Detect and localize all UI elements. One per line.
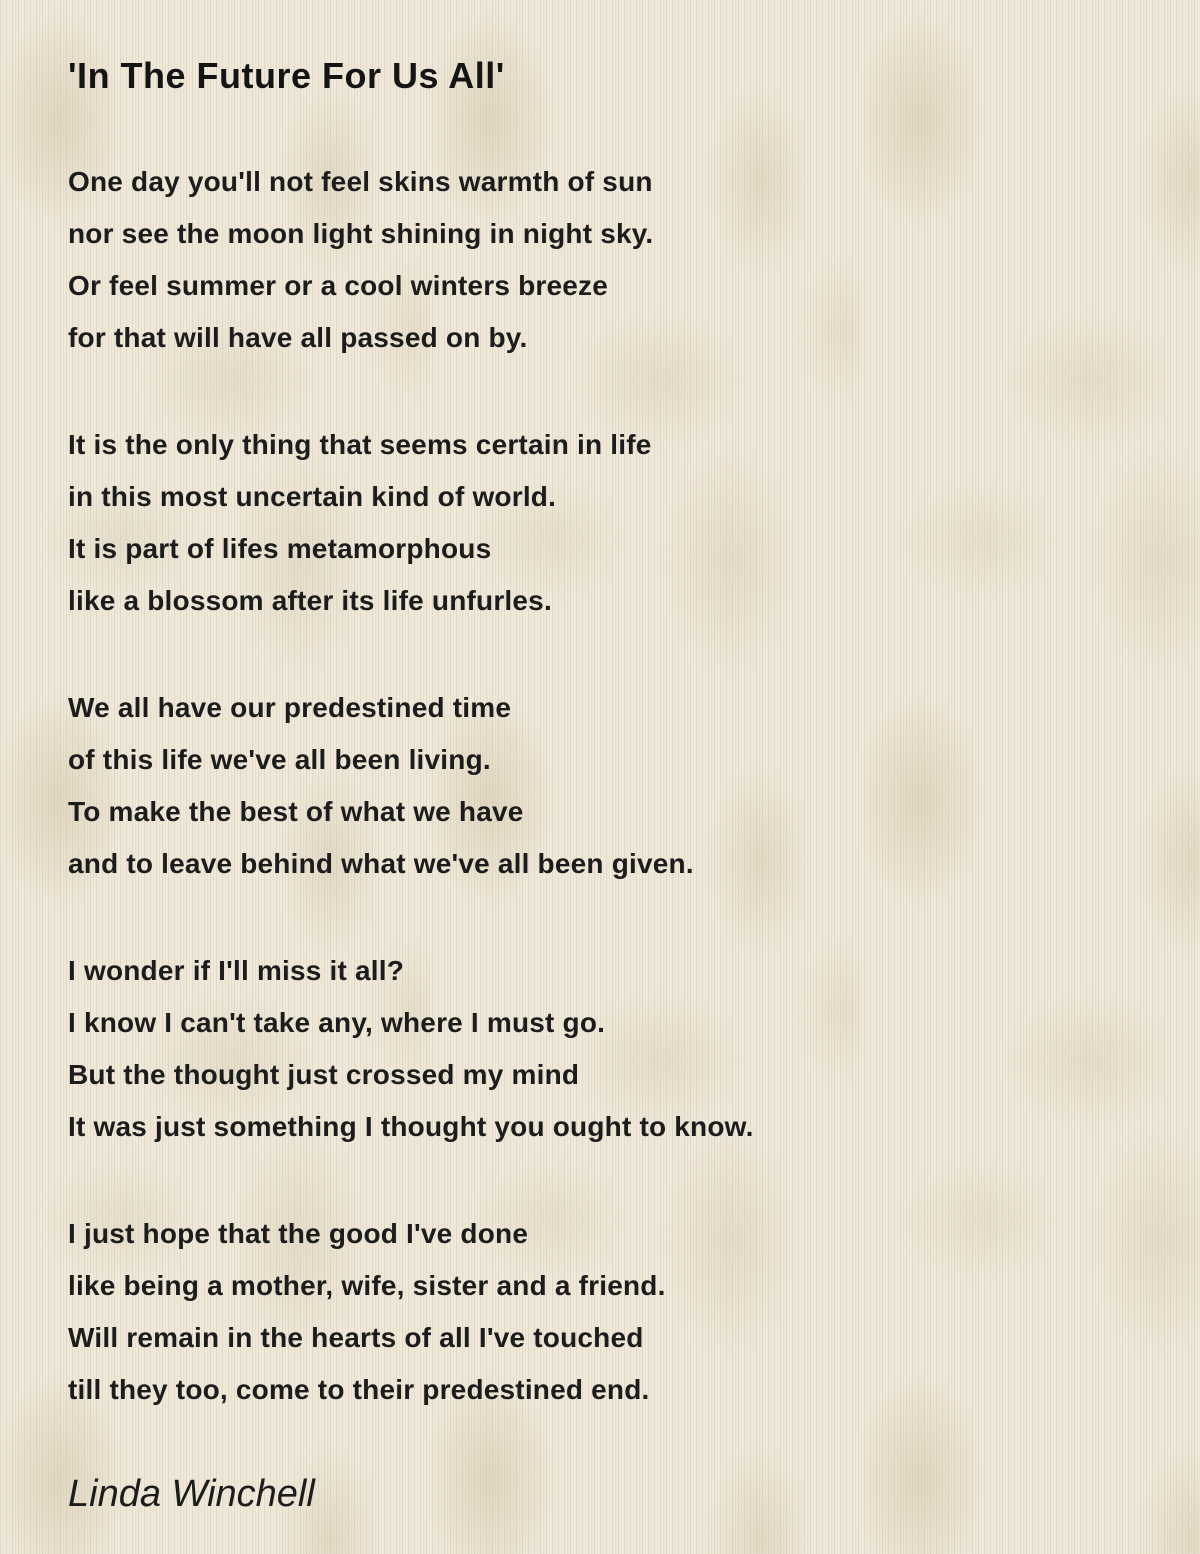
stanza-5: [68, 1208, 1140, 1416]
poem-line: like a blossom after its life unfurles.: [68, 585, 552, 616]
poem-line: I just hope that the good I've done: [68, 1218, 529, 1249]
poem-line: To make the best of what we have: [68, 796, 524, 827]
poem-line: Will remain in the hearts of all I've touched: [68, 1322, 644, 1353]
poem-line: But the thought just crossed my mind: [68, 1059, 580, 1090]
poem-line: for that will have all passed on by.: [68, 322, 528, 353]
stanza-4: [68, 945, 1140, 1153]
poem-line: till they too, come to their predestined end.: [68, 1374, 650, 1405]
stanza-2: [68, 419, 1140, 627]
poem-line: It is part of lifes metamorphous: [68, 533, 492, 564]
poem-line: We all have our predestined time: [68, 692, 512, 723]
poem-line: I wonder if I'll miss it all?: [68, 955, 405, 986]
poem-line: and to leave behind what we've all been given.: [68, 848, 694, 879]
poem-line: of this life we've all been living.: [68, 744, 491, 775]
stanza-3: [68, 682, 1140, 890]
poem-line: It is the only thing that seems certain in life: [68, 429, 652, 460]
poem-line: It was just something I thought you ought to know.: [68, 1111, 754, 1142]
stanza-1: [68, 156, 1140, 364]
poem-line: I know I can't take any, where I must go.: [68, 1007, 606, 1038]
poem-line: like being a mother, wife, sister and a friend.: [68, 1270, 666, 1301]
poem-line: Or feel summer or a cool winters breeze: [68, 270, 608, 301]
poem-line: nor see the moon light shining in night sky.: [68, 218, 654, 249]
poem-line: in this most uncertain kind of world.: [68, 481, 557, 512]
poem-line: One day you'll not feel skins warmth of sun: [68, 166, 653, 197]
poem-title: 'In The Future For Us All': [68, 55, 505, 96]
poem-author: Linda Winchell: [68, 1473, 315, 1515]
